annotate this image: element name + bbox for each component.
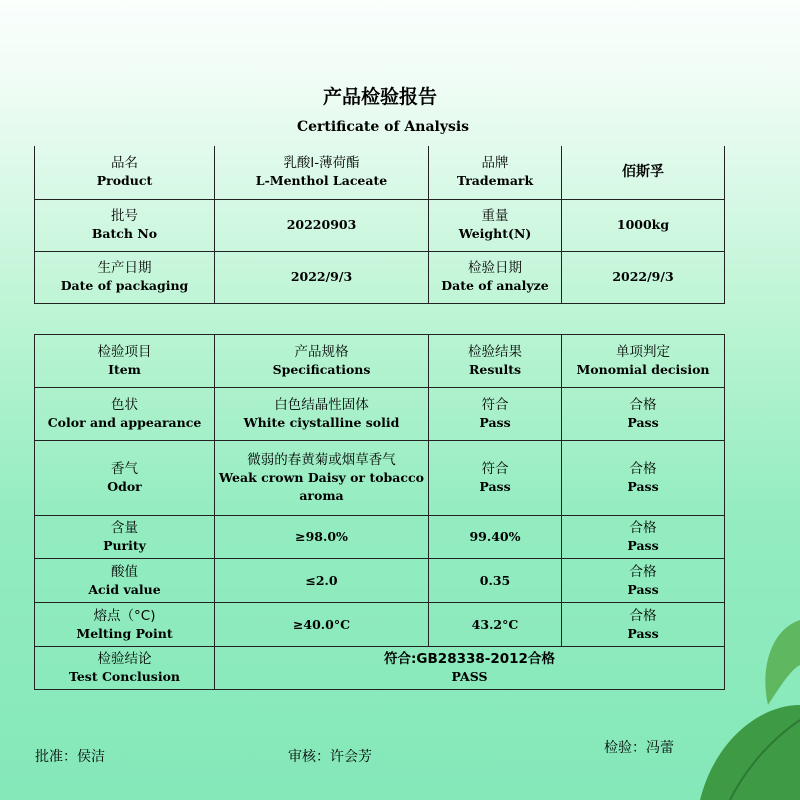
- spec-en: Weak crown Daisy or tobacco aroma: [219, 470, 424, 503]
- mint-leaf-large: [700, 705, 800, 800]
- product-label-en: Product: [96, 173, 153, 189]
- decision-zh: 合格: [629, 461, 657, 477]
- item-en: Color and appearance: [47, 415, 202, 430]
- spec-value: ≥98.0%: [295, 529, 348, 544]
- batch-label-zh: 批号: [111, 208, 138, 224]
- spec-en: White ciystalline solid: [243, 415, 400, 430]
- table-row: [35, 559, 725, 603]
- conclusion-value-cell: [215, 647, 725, 690]
- spec-zh: 微弱的春黄菊或烟草香气: [247, 452, 396, 468]
- result-en: Pass: [479, 415, 511, 430]
- packaging-date-value: 2022/9/3: [290, 269, 353, 284]
- item-cell: [35, 388, 215, 441]
- item-zh: 酸值: [111, 563, 138, 580]
- item-zh: 色状: [111, 397, 138, 413]
- header-cell: [35, 335, 215, 388]
- batch-value: 20220903: [286, 217, 357, 232]
- conclusion-value-en: PASS: [451, 669, 488, 684]
- spec-cell: [215, 559, 429, 603]
- result-value: 99.40%: [469, 529, 521, 544]
- report-subtitle: Certificate of Analysis: [296, 119, 470, 135]
- test-results-table: [34, 334, 725, 690]
- header-result-en: Results: [468, 362, 522, 377]
- table-row: [35, 516, 725, 559]
- info-label-cell: [429, 146, 562, 199]
- inspector-signature: 检验：冯蕾: [604, 740, 674, 756]
- table-row: [35, 388, 725, 441]
- product-name-en: L-Menthol Laceate: [255, 173, 388, 189]
- report-title: 产品检验报告: [322, 86, 437, 108]
- info-row-batch: [35, 199, 725, 251]
- conclusion-label-en: Test Conclusion: [68, 669, 181, 684]
- info-value-cell: [215, 146, 429, 199]
- info-value-cell: [562, 251, 725, 303]
- item-cell: [35, 559, 215, 603]
- result-cell: [429, 516, 562, 559]
- header-decision-en: Monomial decision: [576, 362, 710, 377]
- product-label-zh: 品名: [111, 155, 138, 172]
- decision-zh: 合格: [629, 397, 657, 413]
- spec-zh: 白色结晶性固体: [274, 397, 369, 413]
- header-cell: [562, 335, 725, 388]
- info-label-cell: [429, 251, 562, 303]
- header-item-en: Item: [108, 362, 141, 377]
- spec-cell: [215, 516, 429, 559]
- item-zh: 香气: [111, 461, 138, 477]
- table-row: [35, 603, 725, 647]
- info-label-cell: [429, 199, 562, 251]
- info-label-cell: [35, 199, 215, 251]
- table-row: [35, 441, 725, 516]
- decision-cell: [562, 516, 725, 559]
- result-cell: [429, 603, 562, 647]
- decision-cell: [562, 388, 725, 441]
- header-item-zh: 检验项目: [97, 344, 152, 360]
- item-en: Acid value: [88, 581, 161, 597]
- item-zh: 含量: [111, 520, 138, 536]
- spec-value: ≤2.0: [305, 572, 338, 588]
- result-en: Pass: [479, 479, 511, 494]
- info-row-dates: [35, 251, 725, 303]
- item-cell: [35, 603, 215, 647]
- conclusion-row: [35, 647, 725, 690]
- analyze-date-value: 2022/9/3: [612, 269, 674, 284]
- header-spec-en: Specifications: [272, 362, 371, 377]
- spec-cell: [215, 441, 429, 516]
- result-cell: [429, 388, 562, 441]
- mint-leaf-decoration: [690, 610, 800, 800]
- spec-value: ≥40.0°C: [292, 616, 351, 632]
- item-zh: 熔点（°C): [93, 607, 156, 624]
- weight-value: 1000kg: [616, 217, 670, 232]
- decision-en: Pass: [627, 538, 659, 553]
- item-en: Odor: [107, 479, 142, 494]
- approver-signature: 批准：侯洁: [35, 749, 105, 765]
- info-label-cell: [35, 251, 215, 303]
- decision-cell: [562, 441, 725, 516]
- conclusion-label-zh: 检验结论: [97, 651, 152, 667]
- item-en: Melting Point: [76, 625, 173, 641]
- decision-zh: 合格: [629, 563, 657, 580]
- header-result-zh: 检验结果: [468, 344, 522, 360]
- item-cell: [35, 441, 215, 516]
- result-zh: 符合: [481, 397, 509, 413]
- spec-cell: [215, 603, 429, 647]
- item-cell: [35, 516, 215, 559]
- decision-cell: [562, 559, 725, 603]
- info-row-product: [35, 146, 725, 199]
- conclusion-label-cell: [35, 647, 215, 690]
- info-value-cell: [562, 199, 725, 251]
- mint-leaf-small: [765, 620, 800, 705]
- reviewer-signature: 审核：许会芳: [288, 749, 372, 765]
- batch-label-en: Batch No: [91, 226, 158, 241]
- item-en: Purity: [103, 538, 146, 553]
- header-cell: [429, 335, 562, 388]
- info-value-cell: [562, 146, 725, 199]
- trademark-label-zh: 品牌: [481, 155, 509, 172]
- weight-label-zh: 重量: [481, 208, 509, 224]
- header-cell: [215, 335, 429, 388]
- result-cell: [429, 559, 562, 603]
- result-zh: 符合: [481, 461, 509, 477]
- trademark-value: 佰斯孚: [622, 164, 664, 181]
- product-name-zh: 乳酸l-薄荷酯: [283, 155, 360, 172]
- decision-en: Pass: [627, 415, 659, 430]
- decision-zh: 合格: [629, 607, 657, 624]
- info-value-cell: [215, 251, 429, 303]
- decision-zh: 合格: [629, 520, 657, 536]
- result-value: 0.35: [479, 572, 511, 588]
- decision-en: Pass: [627, 479, 659, 494]
- analyze-date-label-en: Date of analyze: [441, 278, 549, 293]
- header-spec-zh: 产品规格: [294, 344, 349, 360]
- info-label-cell: [35, 146, 215, 199]
- info-value-cell: [215, 199, 429, 251]
- trademark-label-en: Trademark: [456, 173, 534, 189]
- header-decision-zh: 单项判定: [616, 344, 670, 360]
- packaging-date-label-zh: 生产日期: [97, 260, 152, 276]
- decision-en: Pass: [627, 625, 659, 641]
- analyze-date-label-zh: 检验日期: [468, 260, 522, 276]
- spec-cell: [215, 388, 429, 441]
- conclusion-value-zh: 符合:GB28338-2012合格: [384, 651, 555, 667]
- decision-en: Pass: [627, 581, 659, 597]
- product-info-table: [34, 146, 725, 304]
- weight-label-en: Weight(N): [458, 226, 532, 241]
- tests-header-row: [35, 335, 725, 388]
- packaging-date-label-en: Date of packaging: [60, 278, 189, 293]
- result-value: 43.2°C: [471, 616, 519, 632]
- result-cell: [429, 441, 562, 516]
